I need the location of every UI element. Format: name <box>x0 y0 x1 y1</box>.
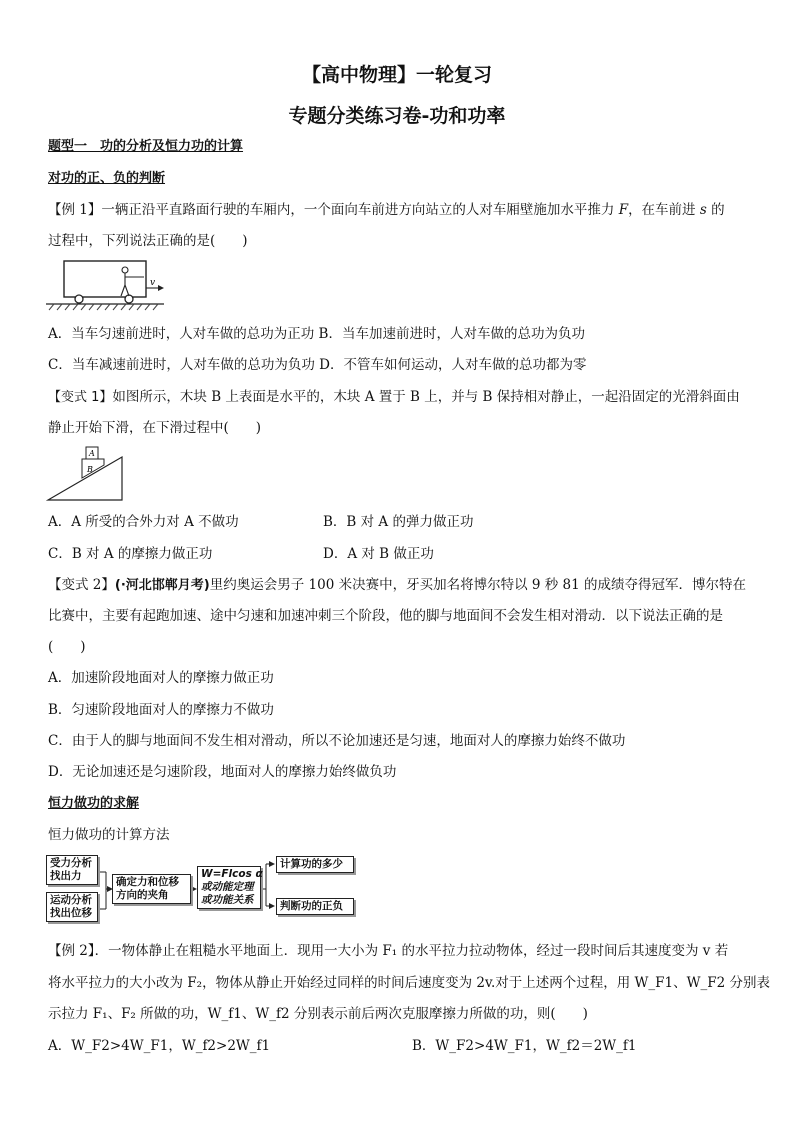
flow-box-formula: W=Flcos α 或动能定理 或功能关系 <box>197 866 261 909</box>
block-b-label: B <box>87 465 93 474</box>
subsection-heading-1: 对功的正、负的判断 <box>48 171 166 186</box>
example-1-options-ab: A．当车匀速前进时，人对车做的总功为正功 B．当车加速前进时，人对车做的总功为负功 <box>48 326 585 342</box>
variant-2-source: (·河北邯郸月考) <box>114 578 210 593</box>
example-2-line-2: 将水平拉力的大小改为 F₂，物体从静止开始经过同样的时间后速度变为 2v.对于上述两个过程，用 W_F1、W_F2 分别表 <box>48 975 771 991</box>
variant-2-option-a: A．加速阶段地面对人的摩擦力做正功 <box>48 670 274 686</box>
variant-1-option-d: D．A 对 B 做正功 <box>323 546 434 562</box>
flow-box-angle: 确定力和位移 方向的夹角 <box>112 874 191 904</box>
variant-2-option-d: D．无论加速还是匀速阶段，地面对人的摩擦力始终做负功 <box>48 764 397 780</box>
method-caption: 恒力做功的计算方法 <box>48 827 170 843</box>
variant-1-option-a: A．A 所受的合外力对 A 不做功 <box>48 514 239 530</box>
flow-box-sign: 判断功的正负 <box>276 898 354 915</box>
section-heading-2: 恒力做功的求解 <box>48 796 140 811</box>
example-2-option-b: B．W_F2>4W_F1，W_f2＝2W_f1 <box>412 1038 637 1054</box>
example-1-line-2: 过程中，下列说法正确的是( ) <box>48 233 248 249</box>
page-title: 【高中物理】一轮复习 <box>301 64 492 86</box>
variant-2-line-1: 【变式 2】(·河北邯郸月考)里约奥运会男子 100 米决赛中，牙买加名将博尔特以 9 秒 81 的成绩夺得冠军．博尔特在 <box>48 577 746 593</box>
incline-figure <box>46 445 126 503</box>
flow-box-motion-analysis: 运动分析 找出位移 <box>46 892 98 922</box>
variant-1-tag: 【变式 1】 <box>48 390 113 405</box>
velocity-label: v <box>150 278 156 288</box>
example-2-line-1: 【例 2】．一物体静止在粗糙水平地面上．现用一大小为 F₁ 的水平拉力拉动物体，经过一段时间后其速度变为 v 若 <box>48 943 729 959</box>
variant-2-tag: 【变式 2】 <box>48 577 115 593</box>
variant-1-option-c: C．B 对 A 的摩擦力做正功 <box>48 546 213 562</box>
flow-box-amount: 计算功的多少 <box>276 856 354 873</box>
truck-figure <box>46 258 166 314</box>
block-a-label: A <box>89 449 95 458</box>
variant-2-line-3: ( ) <box>48 639 86 655</box>
variant-1-line-1: 【变式 1】如图所示，木块 B 上表面是水平的，木块 A 置于 B 上，并与 B 保持相对静止，一起沿固定的光滑斜面由 <box>48 389 740 405</box>
example-1-tag: 【例 1】 <box>48 202 102 218</box>
page-subtitle: 专题分类练习卷-功和功率 <box>288 105 506 127</box>
section-heading-1: 题型一 功的分析及恒力功的计算 <box>48 139 244 154</box>
variant-1-line-2: 静止开始下滑，在下滑过程中( ) <box>48 420 262 436</box>
example-1-line-1: 【例 1】一辆正沿平直路面行驶的车厢内，一个面向车前进方向站立的人对车厢壁施加水平推力 F，在车前进 s 的 <box>48 202 725 218</box>
example-2-option-a: A．W_F2>4W_F1，W_f2>2W_f1 <box>48 1038 271 1054</box>
example-1-options-cd: C．当车减速前进时，人对车做的总功为负功 D．不管车如何运动，人对车做的总功都为零 <box>48 357 587 373</box>
variant-2-line-2: 比赛中，主要有起跑加速、途中匀速和加速冲刺三个阶段，他的脚与地面间不会发生相对滑动．以下说法正确的是 <box>48 608 723 624</box>
example-2-tag: 【例 2】 <box>48 943 95 959</box>
variant-2-option-b: B．匀速阶段地面对人的摩擦力不做功 <box>48 702 274 718</box>
variant-2-option-c: C．由于人的脚与地面间不发生相对滑动，所以不论加速还是匀速，地面对人的摩擦力始终不做功 <box>48 733 626 749</box>
flow-box-force-analysis: 受力分析 找出力 <box>46 855 98 885</box>
example-2-line-3: 示拉力 F₁、F₂ 所做的功，W_f1、W_f2 分别表示前后两次克服摩擦力所做的功，则( ) <box>48 1006 588 1022</box>
variant-1-option-b: B．B 对 A 的弹力做正功 <box>323 514 474 530</box>
